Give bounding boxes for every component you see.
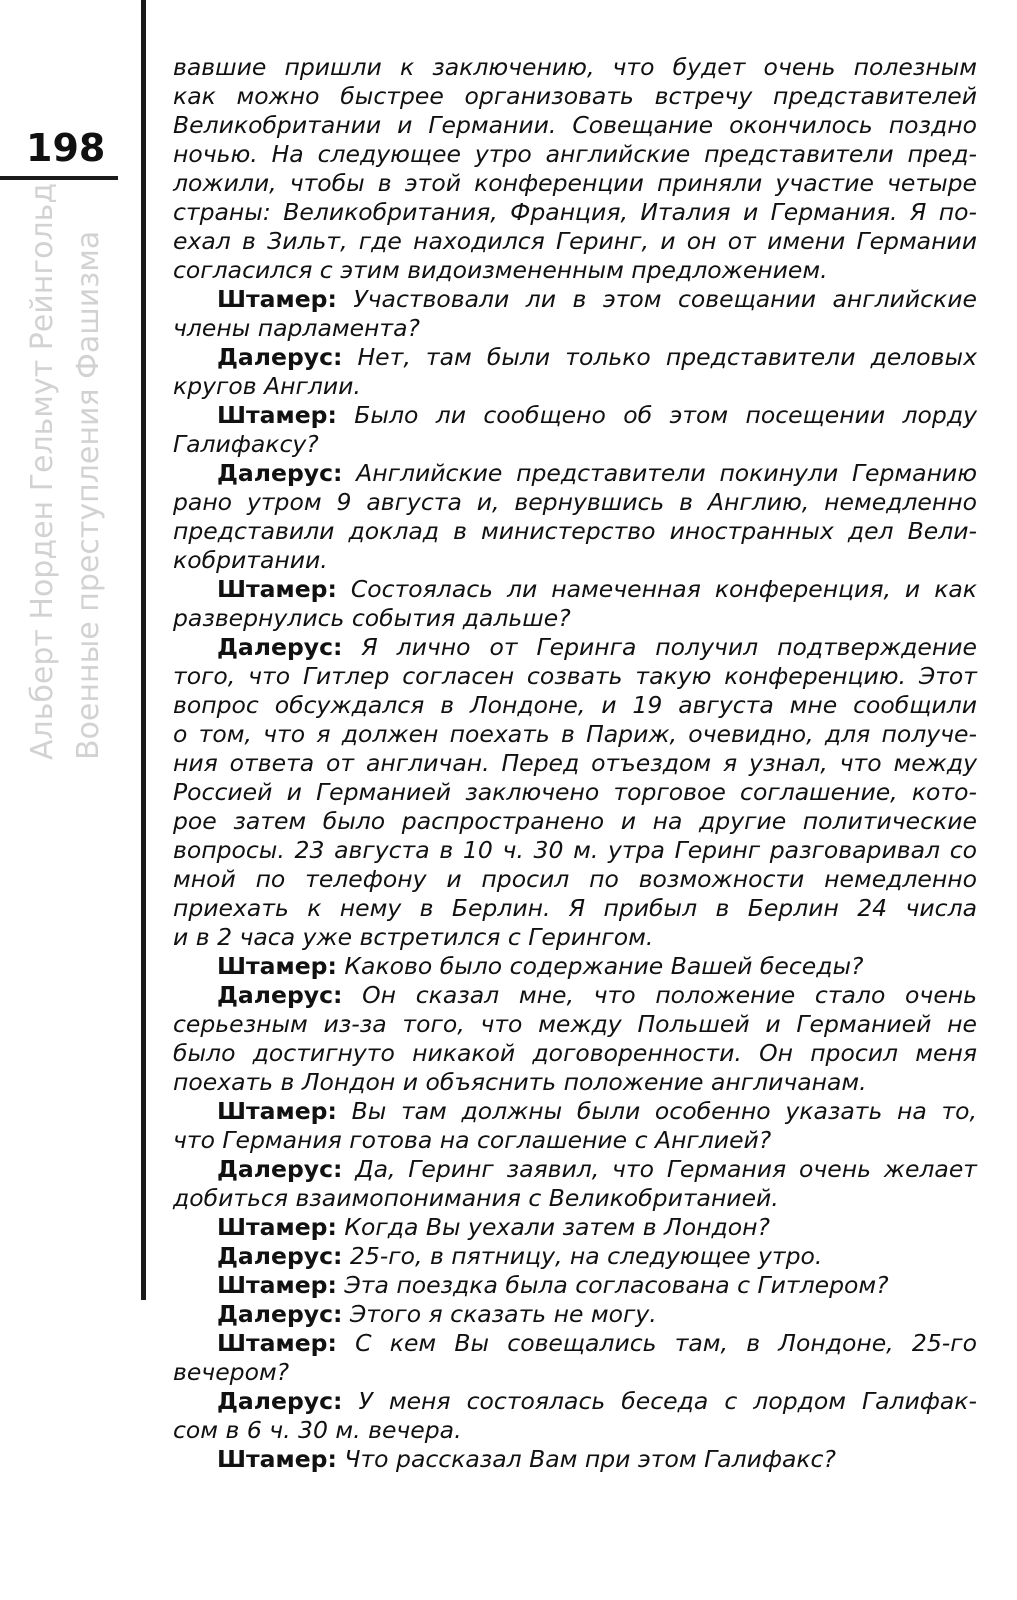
dialogue-paragraph bbox=[173, 343, 977, 401]
dialogue-paragraph bbox=[173, 1242, 977, 1271]
dialogue-paragraph bbox=[173, 981, 977, 1097]
line-text: ния ответа от англичан. Перед отъездом я узнал, что между bbox=[173, 749, 977, 777]
text-line bbox=[173, 865, 977, 894]
line-text: Вы там должны были особенно указать на то, bbox=[351, 1097, 977, 1125]
line-text: развернулись события дальше? bbox=[173, 604, 571, 632]
speaker-name: Штамер: bbox=[217, 1271, 337, 1299]
speaker-name: Штамер: bbox=[217, 575, 337, 603]
text-column bbox=[173, 53, 977, 1474]
line-text: вечером? bbox=[173, 1358, 290, 1386]
text-line bbox=[173, 169, 977, 198]
line-text: добиться взаимопонимания с Великобританией. bbox=[173, 1184, 779, 1212]
line-text: С кем Вы совещались там, в Лондоне, 25-го bbox=[355, 1329, 977, 1357]
dialogue-paragraph bbox=[173, 1445, 977, 1474]
side-running-title-line: Военные преступления Фашизма bbox=[71, 230, 106, 760]
text-line bbox=[173, 82, 977, 111]
line-text: Я лично от Геринга получил подтверждение bbox=[361, 633, 977, 661]
speaker-name: Штамер: bbox=[217, 285, 337, 313]
line-text: Было ли сообщено об этом посещении лорду bbox=[354, 401, 977, 429]
dialogue-paragraph bbox=[173, 1097, 977, 1155]
spine-rule bbox=[141, 0, 146, 1300]
line-text: Великобритании и Германии. Совещание окончилось поздно bbox=[173, 111, 977, 139]
text-line bbox=[173, 749, 977, 778]
line-text: рое затем было распространено и на другие политические bbox=[173, 807, 977, 835]
text-line bbox=[173, 1300, 977, 1329]
text-line bbox=[173, 140, 977, 169]
line-text: члены парламента? bbox=[173, 314, 420, 342]
line-text: сом в 6 ч. 30 м. вечера. bbox=[173, 1416, 462, 1444]
dialogue-paragraph bbox=[173, 1300, 977, 1329]
text-line bbox=[173, 1242, 977, 1271]
speaker-name: Штамер: bbox=[217, 1329, 337, 1357]
speaker-name: Далерус: bbox=[217, 459, 343, 487]
line-text: того, что Гитлер согласен созвать такую конференцию. Этот bbox=[173, 662, 977, 690]
line-text: приехать к нему в Берлин. Я прибыл в Берлин 24 числа bbox=[173, 894, 977, 922]
text-line bbox=[173, 1213, 977, 1242]
speaker-name: Штамер: bbox=[217, 401, 337, 429]
dialogue-paragraph bbox=[173, 1387, 977, 1445]
text-line bbox=[173, 981, 977, 1010]
text-line bbox=[173, 952, 977, 981]
dialogue-paragraph bbox=[173, 1271, 977, 1300]
line-text: Участвовали ли в этом совещании английские bbox=[353, 285, 977, 313]
text-line bbox=[173, 256, 977, 285]
line-text: согласился с этим видоизмененным предложением. bbox=[173, 256, 828, 284]
speaker-name: Штамер: bbox=[217, 1213, 337, 1241]
line-text: серьезным из-за того, что между Польшей и Германией не bbox=[173, 1010, 977, 1038]
line-text: Да, Геринг заявил, что Германия очень желает bbox=[355, 1155, 977, 1183]
line-text: и в 2 часа уже встретился с Герингом. bbox=[173, 923, 654, 951]
text-line bbox=[173, 459, 977, 488]
text-line bbox=[173, 430, 977, 459]
line-text: Этого я сказать не могу. bbox=[349, 1300, 657, 1328]
line-text: Английские представители покинули Германию bbox=[356, 459, 977, 487]
text-line bbox=[173, 1126, 977, 1155]
speaker-name: Далерус: bbox=[217, 1300, 343, 1328]
line-text: Галифаксу? bbox=[173, 430, 319, 458]
dialogue-paragraph bbox=[173, 952, 977, 981]
speaker-name: Далерус: bbox=[217, 343, 343, 371]
line-text: Нет, там были только представители деловых bbox=[357, 343, 977, 371]
text-line bbox=[173, 1039, 977, 1068]
line-text: кобритании. bbox=[173, 546, 328, 574]
dialogue-paragraph bbox=[173, 575, 977, 633]
text-line bbox=[173, 1416, 977, 1445]
text-line bbox=[173, 720, 977, 749]
line-text: ехал в Зильт, где находился Геринг, и он от имени Германии bbox=[173, 227, 977, 255]
text-line bbox=[173, 343, 977, 372]
text-line bbox=[173, 285, 977, 314]
line-text: мной по телефону и просил по возможности немедленно bbox=[173, 865, 977, 893]
speaker-name: Далерус: bbox=[217, 1155, 343, 1183]
speaker-name: Далерус: bbox=[217, 1242, 343, 1270]
dialogue-paragraph bbox=[173, 459, 977, 575]
line-text: рано утром 9 августа и, вернувшись в Англию, немедленно bbox=[173, 488, 977, 516]
speaker-name: Штамер: bbox=[217, 1445, 337, 1473]
line-text: 25-го, в пятницу, на следующее утро. bbox=[349, 1242, 823, 1270]
text-line bbox=[173, 923, 977, 952]
line-text: Россией и Германией заключено торговое соглашение, кото- bbox=[173, 778, 977, 806]
text-line bbox=[173, 633, 977, 662]
text-line bbox=[173, 1358, 977, 1387]
text-line bbox=[173, 1184, 977, 1213]
speaker-name: Штамер: bbox=[217, 1097, 337, 1125]
text-line bbox=[173, 546, 977, 575]
line-text: Он сказал мне, что положение стало очень bbox=[362, 981, 977, 1009]
text-line bbox=[173, 1155, 977, 1184]
text-line bbox=[173, 807, 977, 836]
line-text: Что рассказал Вам при этом Галифакс? bbox=[344, 1445, 836, 1473]
text-line bbox=[173, 1068, 977, 1097]
text-line bbox=[173, 1329, 977, 1358]
text-line bbox=[173, 894, 977, 923]
text-line bbox=[173, 314, 977, 343]
dialogue-paragraph bbox=[173, 1329, 977, 1387]
continuation-paragraph bbox=[173, 53, 977, 285]
line-text: У меня состоялась беседа с лордом Галифак- bbox=[358, 1387, 977, 1415]
line-text: ночью. На следующее утро английские представители пред- bbox=[173, 140, 977, 168]
text-line bbox=[173, 1010, 977, 1039]
text-line bbox=[173, 111, 977, 140]
line-text: как можно быстрее организовать встречу представителей bbox=[173, 82, 977, 110]
dialogue-paragraph bbox=[173, 1155, 977, 1213]
text-line bbox=[173, 401, 977, 430]
text-line bbox=[173, 662, 977, 691]
text-line bbox=[173, 53, 977, 82]
line-text: кругов Англии. bbox=[173, 372, 361, 400]
dialogue-paragraph bbox=[173, 401, 977, 459]
dialogue-paragraph bbox=[173, 285, 977, 343]
line-text: Когда Вы уехали затем в Лондон? bbox=[344, 1213, 770, 1241]
text-line bbox=[173, 517, 977, 546]
line-text: вавшие пришли к заключению, что будет очень полезным bbox=[173, 53, 977, 81]
speaker-name: Далерус: bbox=[217, 633, 343, 661]
text-line bbox=[173, 488, 977, 517]
speaker-name: Далерус: bbox=[217, 1387, 343, 1415]
line-text: представили доклад в министерство иностранных дел Вели- bbox=[173, 517, 977, 545]
text-line bbox=[173, 836, 977, 865]
line-text: Состоялась ли намеченная конференция, и как bbox=[350, 575, 977, 603]
text-line bbox=[173, 227, 977, 256]
text-line bbox=[173, 372, 977, 401]
text-line bbox=[173, 1097, 977, 1126]
line-text: было достигнуто никакой договоренности. Он просил меня bbox=[173, 1039, 977, 1067]
side-running-title-line: Альберт Норден Гельмут Рейнгольд bbox=[25, 182, 60, 760]
line-text: Каково было содержание Вашей беседы? bbox=[344, 952, 864, 980]
line-text: Эта поездка была согласована с Гитлером? bbox=[344, 1271, 889, 1299]
page-number: 198 bbox=[26, 126, 106, 170]
text-line bbox=[173, 778, 977, 807]
text-line bbox=[173, 604, 977, 633]
text-line bbox=[173, 691, 977, 720]
side-running-title bbox=[20, 180, 112, 760]
line-text: о том, что я должен поехать в Париж, очевидно, для получе- bbox=[173, 720, 977, 748]
line-text: поехать в Лондон и объяснить положение англичанам. bbox=[173, 1068, 867, 1096]
text-line bbox=[173, 1387, 977, 1416]
text-line bbox=[173, 1271, 977, 1300]
speaker-name: Штамер: bbox=[217, 952, 337, 980]
dialogue-paragraph bbox=[173, 1213, 977, 1242]
text-line bbox=[173, 575, 977, 604]
line-text: ложили, чтобы в этой конференции приняли участие четыре bbox=[173, 169, 977, 197]
text-line bbox=[173, 198, 977, 227]
dialogue-paragraph bbox=[173, 633, 977, 952]
speaker-name: Далерус: bbox=[217, 981, 343, 1009]
line-text: страны: Великобритания, Франция, Италия и Германия. Я по- bbox=[173, 198, 977, 226]
line-text: вопрос обсуждался в Лондоне, и 19 августа мне сообщили bbox=[173, 691, 977, 719]
line-text: что Германия готова на соглашение с Англией? bbox=[173, 1126, 772, 1154]
line-text: вопросы. 23 августа в 10 ч. 30 м. утра Геринг разговаривал со bbox=[173, 836, 977, 864]
text-line bbox=[173, 1445, 977, 1474]
